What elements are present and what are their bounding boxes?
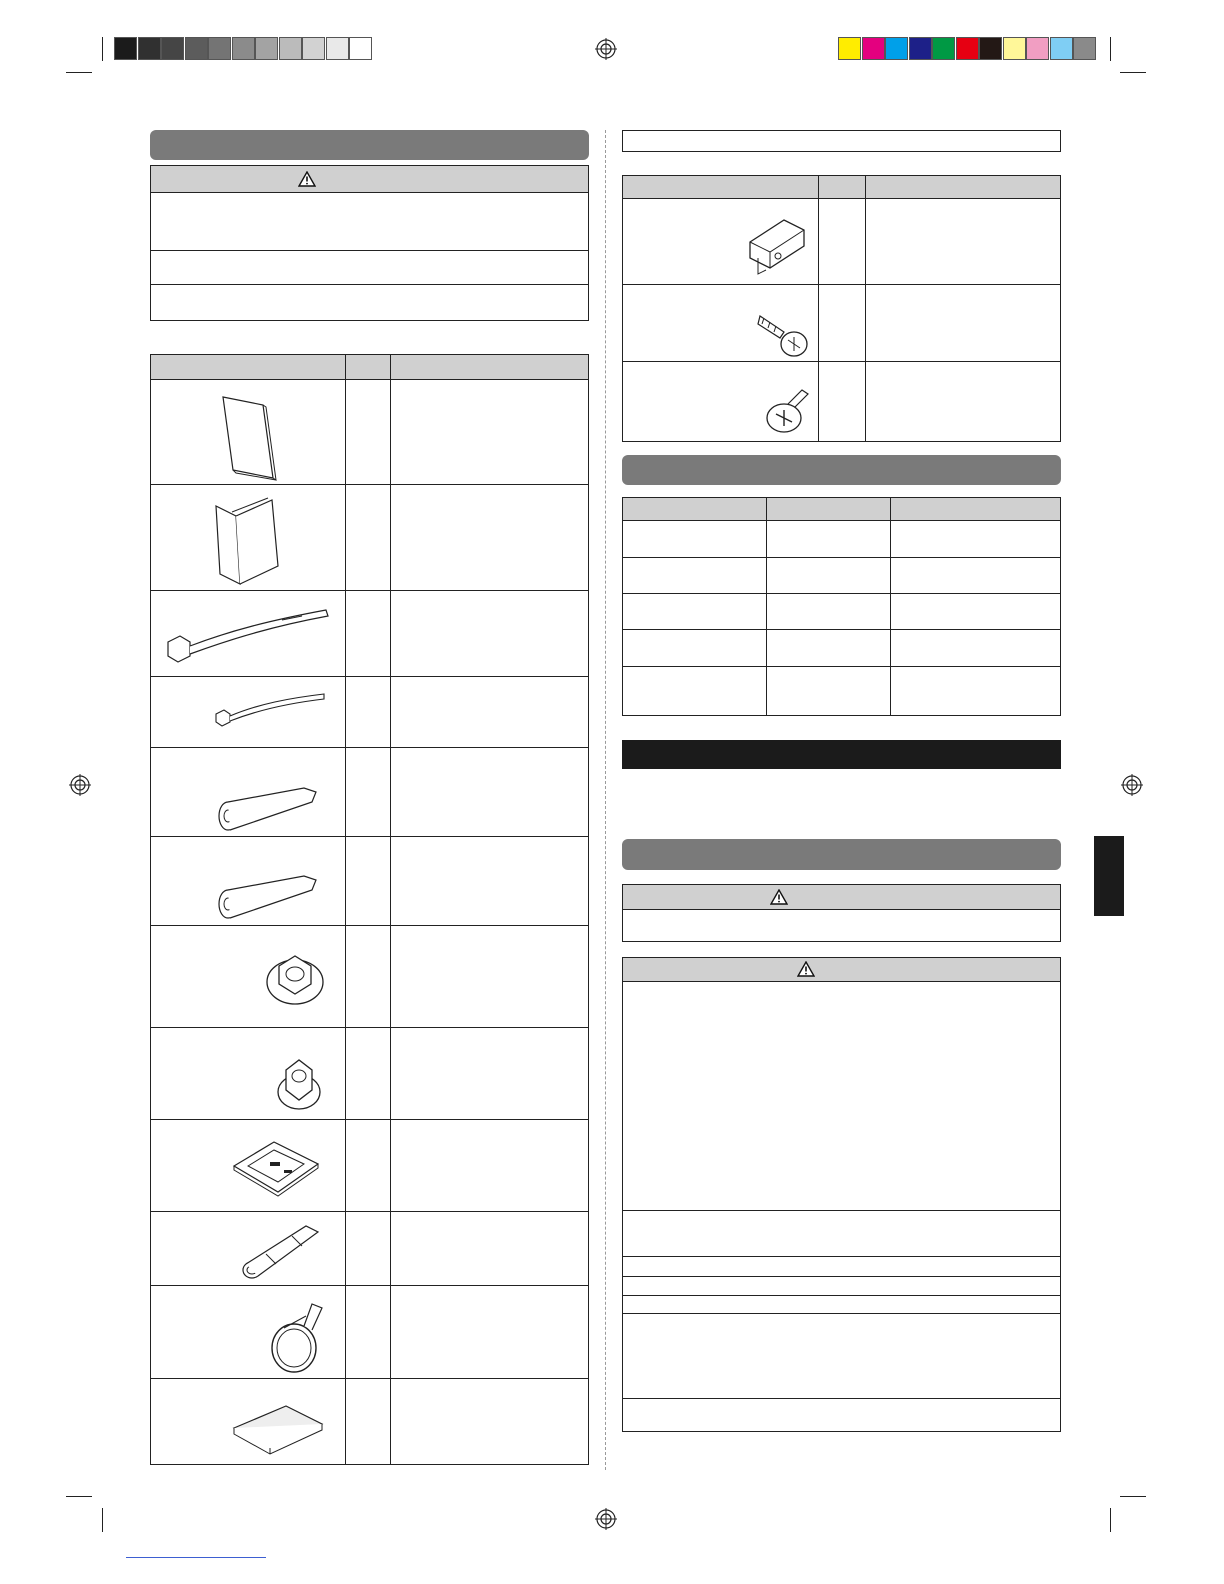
hose-clamp-icon — [266, 1298, 328, 1378]
model-note-box — [622, 130, 1061, 152]
process-swatch — [838, 37, 861, 60]
short-cable-tie-icon — [212, 688, 328, 728]
optional-parts-table — [622, 175, 1061, 442]
table-column-divider — [818, 175, 819, 442]
folded-manual-icon — [210, 496, 286, 588]
gray-swatch — [161, 37, 184, 60]
flare-nut-large-icon — [262, 944, 328, 1010]
gray-swatch — [255, 37, 278, 60]
table-column-divider — [865, 175, 866, 442]
caution-header — [623, 885, 1060, 910]
table-row-divider — [150, 676, 589, 677]
column-divider — [605, 130, 606, 1470]
flare-nut-small-icon — [274, 1050, 324, 1112]
tapping-screw-icon — [754, 304, 812, 360]
section-header-bar — [622, 455, 1061, 485]
table-row-divider — [622, 557, 1061, 558]
process-swatch — [1050, 37, 1073, 60]
specification-table — [622, 497, 1061, 716]
warning-row-divider — [622, 1210, 1061, 1211]
crop-mark — [1120, 72, 1146, 73]
process-swatch — [1003, 37, 1026, 60]
gray-swatch — [302, 37, 325, 60]
table-column-divider — [766, 497, 767, 716]
table-row-divider — [150, 836, 589, 837]
crop-mark — [66, 1496, 92, 1497]
insulation-pipe-large-icon — [212, 780, 324, 836]
section-header-bar — [150, 130, 589, 160]
table-row-divider — [150, 1211, 589, 1212]
wire-clamp-icon — [744, 212, 810, 278]
warning-header — [623, 958, 1060, 982]
template-sheet-icon — [226, 1136, 326, 1202]
table-row-divider — [622, 593, 1061, 594]
gray-swatch — [232, 37, 255, 60]
process-swatch — [979, 37, 1002, 60]
warning-row-divider — [622, 1295, 1061, 1296]
table-row-divider — [622, 629, 1061, 630]
drain-hose-icon — [236, 1218, 328, 1284]
table-row-divider — [150, 590, 589, 591]
table-column-divider — [345, 354, 346, 1465]
table-header-row — [151, 355, 588, 380]
gray-swatch — [114, 37, 137, 60]
warning-box — [150, 165, 589, 321]
crop-mark — [1110, 1508, 1111, 1532]
warning-header — [151, 166, 588, 193]
warning-row-divider — [622, 1313, 1061, 1314]
pan-head-screw-icon — [762, 384, 812, 436]
warning-row-divider — [150, 250, 589, 251]
insulation-pipe-small-icon — [212, 868, 324, 924]
process-swatch — [932, 37, 955, 60]
gray-swatch — [279, 37, 302, 60]
crop-mark — [102, 1508, 103, 1532]
registration-mark-icon — [595, 1508, 617, 1530]
warning-row-divider — [150, 284, 589, 285]
warning-row-divider — [622, 1276, 1061, 1277]
gray-swatch — [208, 37, 231, 60]
gray-swatch — [185, 37, 208, 60]
table-header-row — [623, 498, 1060, 521]
table-row-divider — [150, 1285, 589, 1286]
table-row-divider — [150, 484, 589, 485]
section-header-bar — [622, 839, 1061, 870]
process-swatch — [1073, 37, 1096, 60]
warning-triangle-icon — [770, 889, 788, 905]
process-swatch — [885, 37, 908, 60]
crop-mark — [1120, 1496, 1146, 1497]
warning-triangle-icon — [298, 171, 316, 187]
gray-swatch — [349, 37, 372, 60]
warning-row-divider — [622, 1256, 1061, 1257]
process-swatch — [1026, 37, 1049, 60]
table-row-divider — [150, 747, 589, 748]
crop-mark — [1110, 37, 1111, 61]
chapter-title-bar — [622, 740, 1061, 769]
table-column-divider — [890, 497, 891, 716]
table-row-divider — [622, 284, 1061, 285]
insulation-sponge-icon — [228, 1398, 328, 1456]
warning-row-divider — [622, 1398, 1061, 1399]
language-tab — [1094, 836, 1124, 916]
table-row-divider — [622, 666, 1061, 667]
table-row-divider — [150, 925, 589, 926]
process-swatch — [862, 37, 885, 60]
gray-swatch — [326, 37, 349, 60]
process-swatch — [909, 37, 932, 60]
table-row-divider — [150, 1119, 589, 1120]
registration-mark-icon — [69, 774, 91, 796]
footer-rule — [126, 1557, 266, 1558]
registration-mark-icon — [595, 38, 617, 60]
registration-mark-icon — [1121, 774, 1143, 796]
long-cable-tie-icon — [162, 600, 332, 668]
table-column-divider — [390, 354, 391, 1465]
crop-mark — [102, 37, 103, 61]
warning-triangle-icon — [797, 961, 815, 977]
table-row-divider — [150, 1027, 589, 1028]
table-row-divider — [150, 1378, 589, 1379]
process-swatch — [956, 37, 979, 60]
table-header-row — [623, 176, 1060, 199]
gray-swatch — [138, 37, 161, 60]
warning-box — [622, 957, 1061, 1432]
crop-mark — [66, 72, 92, 73]
manual-booklet-icon — [215, 392, 285, 484]
table-row-divider — [622, 361, 1061, 362]
